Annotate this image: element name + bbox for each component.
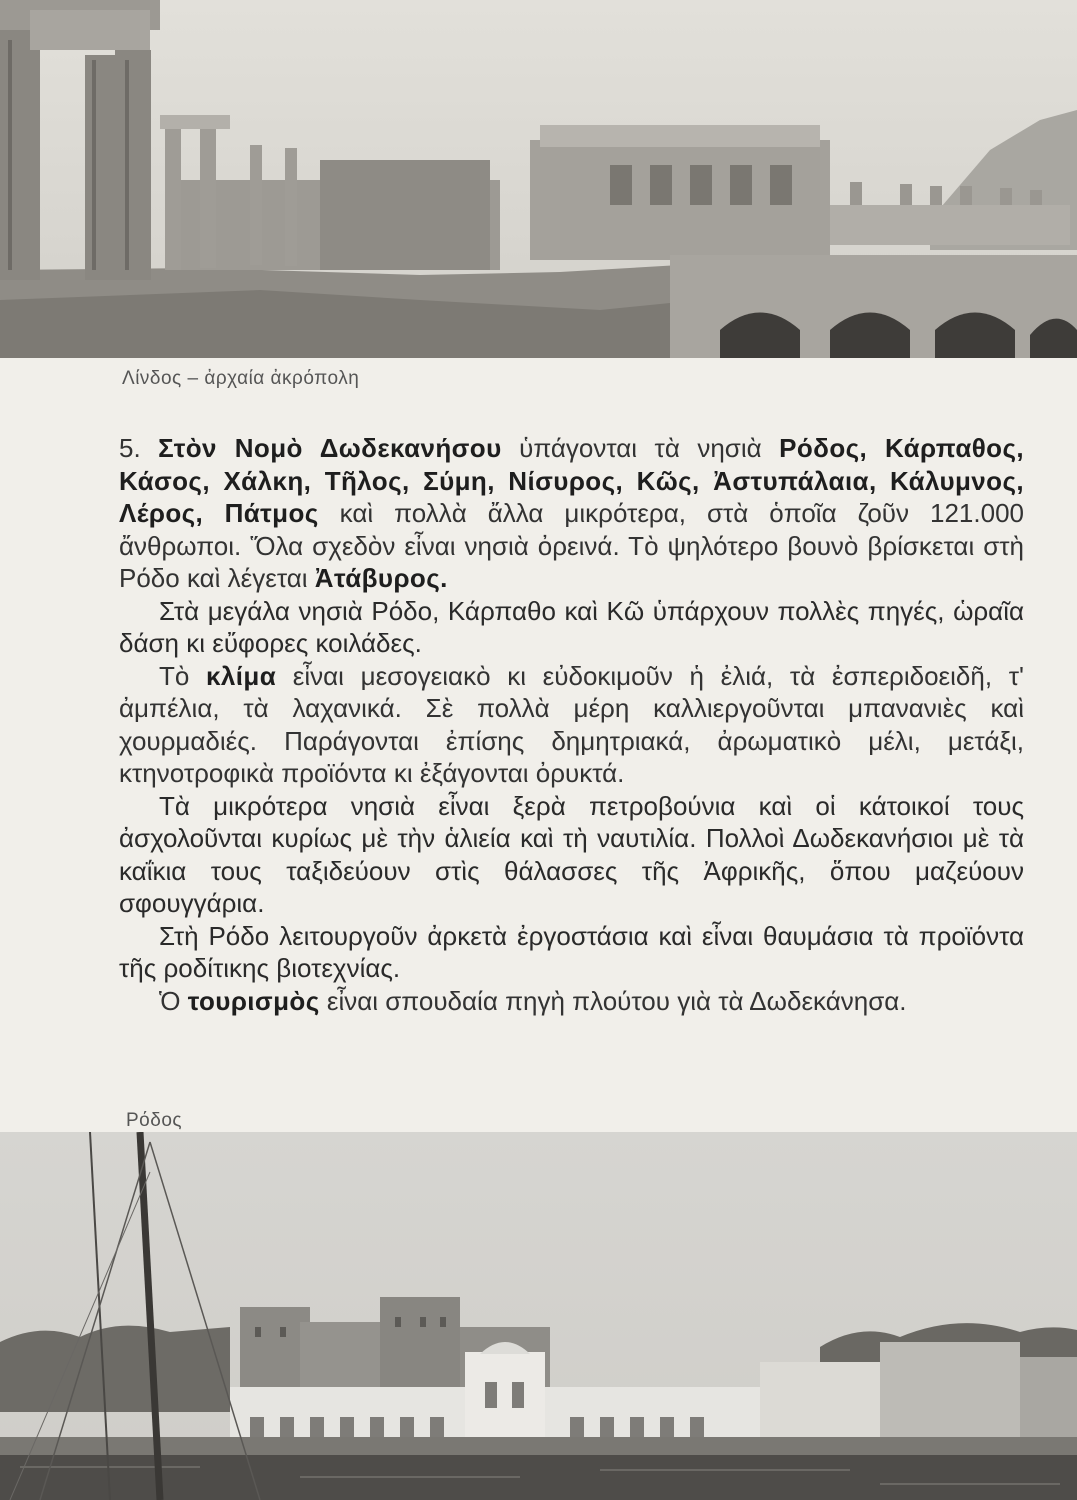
paragraph-3 [119,660,1024,790]
tourism-term: τουρισμὸς [187,985,320,1016]
prefecture-name: Στὸν Νομὸ Δωδεκανήσου [158,433,502,463]
lindos-acropolis-photo [0,0,1077,358]
bottom-photo-caption: Ρόδος [126,1110,183,1131]
section-number: 5. [119,433,141,463]
paragraph-2: Στὰ μεγάλα νησιὰ Ρόδο, Κάρπαθο καὶ Κῶ ὑπάρχουν πολλὲς πηγές, ὡραῖα δάση κι εὔφορες κοιλάδες. [119,595,1024,658]
climate-term: κλίμα [206,660,277,691]
top-photo-caption: Λίνδος – ἀρχαία ἀκρόπολη [122,368,360,389]
paragraph-6-lead: Ὁ [159,985,188,1016]
paragraph-6 [119,985,1024,1018]
paragraph-1-text-b: καὶ πολλὰ ἄλλα μικρότερα, στὰ ὁποῖα ζοῦν 121.000 ἄνθρωποι. Ὅλα σχεδὸν εἶναι νησιὰ ὀρεινά. Τὸ ψηλότερο βουνὸ βρίσκεται στὴ Ρόδο καὶ λέγεται [119,498,1025,593]
mountain-name: Ἀτάβυρος. [314,563,448,593]
rhodes-harbour-photo [0,1132,1077,1500]
paragraph-5: Στὴ Ρόδο λειτουργοῦν ἀρκετὰ ἐργοστάσια καὶ εἶναι θαυμάσια τὰ προϊόντα τῆς ροδίτικης βιοτεχνίας. [119,920,1024,983]
paragraph-1 [119,432,1024,595]
lindos-acropolis-image [0,0,1077,358]
islands-list: Ρόδος, Κάρπαθος, Κάσος, Χάλκη, Τῆλος, Σύμη, Νίσυρος, Κῶς, Ἀστυπάλαια, Κάλυμνος, Λέρος, Πάτμος [119,433,1024,528]
paragraph-6-text: εἶναι σπουδαία πηγὴ πλούτου γιὰ τὰ Δωδεκάνησα. [319,985,907,1016]
section-5-text [119,432,1024,1017]
paragraph-3-text: εἶναι μεσογειακὸ κι εὐδοκιμοῦν ἡ ἐλιά, τὰ ἐσπεριδοειδῆ, τ' ἀμπέλια, τὰ λαχανικά. Σὲ πολλὰ μέρη καλλιεργοῦνται μπανανιὲς καὶ χουρμαδιές. Παράγονται ἐπίσης δημητριακά, ἀρωματικὸ μέλι, μετάξι, κτηνοτροφικὰ προϊόντα κι ἐξάγονται ὀρυκτά. [119,660,1024,788]
paragraph-1-text-a: ὑπάγονται τὰ νησιὰ [501,433,780,463]
paragraph-4: Τὰ μικρότερα νησιὰ εἶναι ξερὰ πετροβούνια καὶ οἱ κάτοικοί τους ἀσχολοῦνται κυρίως μὲ τὴν ἁλιεία καὶ τὴ ναυτιλία. Πολλοὶ Δωδεκανήσιοι μὲ τὰ καΐκια τους ταξιδεύουν στὶς θάλασσες τῆς Ἀφρικῆς, ὅπου μαζεύουν σφουγγάρια. [119,790,1024,918]
paragraph-3-lead: Τὸ [159,660,207,691]
rhodes-harbour-image [0,1132,1077,1500]
